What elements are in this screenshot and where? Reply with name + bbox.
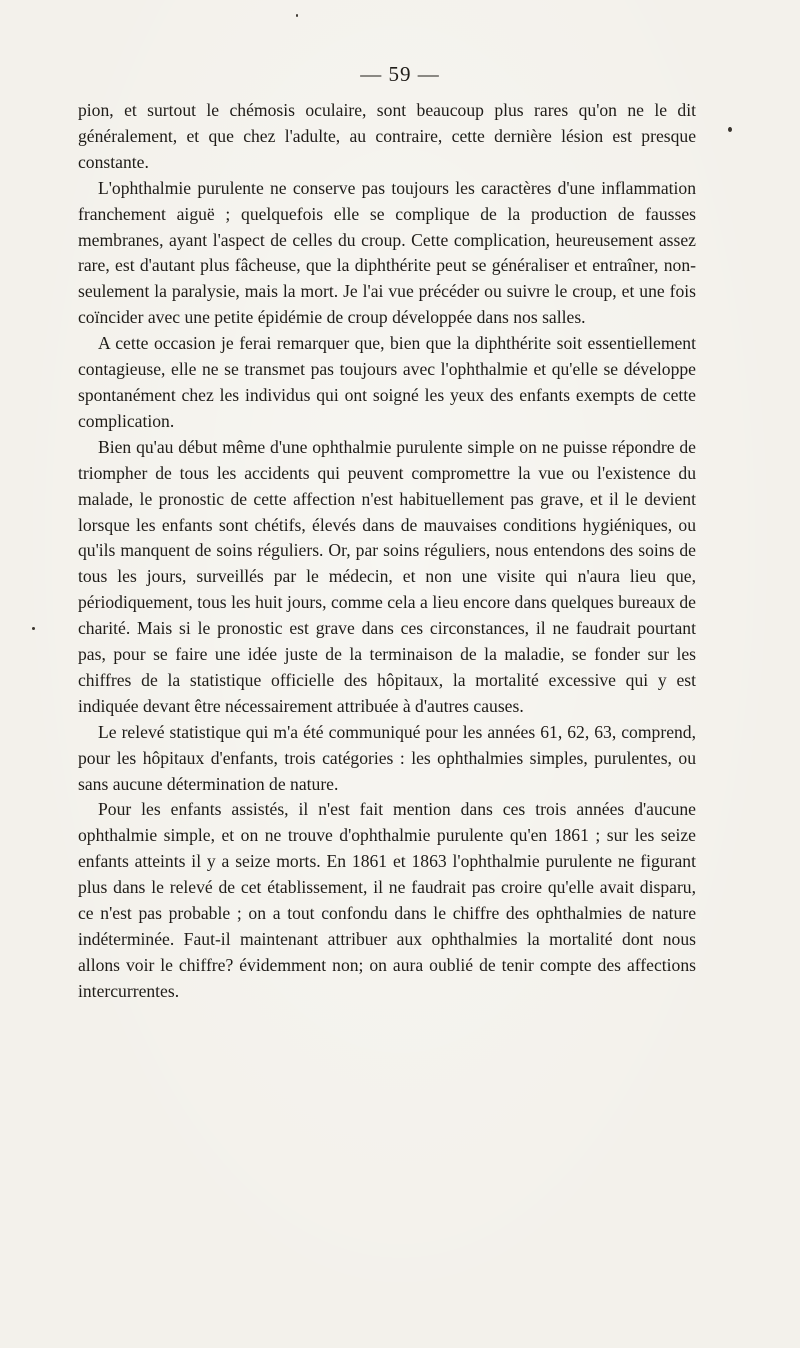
- paragraph-3: A cette occasion je ferai remarquer que, bien que la diphthérite soit essentiellement contagieuse, elle ne se transmet pas toujours avec l'ophthalmie et qu'elle se développe spontanément chez les individus qui ont soigné les yeux des enfants exempts de cette complication.: [78, 333, 696, 431]
- page-number: — 59 —: [360, 62, 440, 86]
- paragraph-6: Pour les enfants assistés, il n'est fait mention dans ces trois années d'aucune ophthalmie simple, et on ne trouve d'ophthalmie purulente qu'en 1861 ; sur les seize enfants atteints il y a seize morts. En 1861 et 1863 l'ophthalmie purulente ne figurant plus dans le relevé de cet établissement, il ne faudrait pas croire qu'elle avait disparu, ce n'est pas probable ; on a tout confondu dans le chiffre des ophthalmies de nature indéterminée. Faut-il maintenant attribuer aux ophthalmies la mortalité dont nous allons voir le chiffre? évidemment non; on aura oublié de tenir compte des affections intercurrentes.: [78, 799, 696, 1001]
- body-text: [78, 98, 696, 1005]
- ink-speck: [728, 127, 732, 132]
- ink-speck: [32, 627, 35, 630]
- paragraph-4: Bien qu'au début même d'une ophthalmie purulente simple on ne puisse répondre de triompher de tous les accidents qui peuvent compromettre la vue ou l'existence du malade, le pronostic de cette affection n'est habituellement pas grave, et il le devient lorsque les enfants sont chétifs, élevés dans de mauvaises conditions hygiéniques, ou qu'ils manquent de soins réguliers. Or, par soins réguliers, nous entendons des soins de tous les jours, surveillés par le médecin, et non une visite qui n'aura lieu que, périodiquement, tous les huit jours, comme cela a lieu encore dans quelques bureaux de charité. Mais si le pronostic est grave dans ces circonstances, il ne faudrait pourtant pas, pour se faire une idée juste de la terminaison de la maladie, se fonder sur les chiffres de la statistique officielle des hôpitaux, la mortalité excessive qui y est indiquée devant être nécessairement attribuée à d'autres causes.: [78, 436, 696, 716]
- paragraph-1: pion, et surtout le chémosis oculaire, sont beaucoup plus rares qu'on ne le dit généralement, et que chez l'adulte, au contraire, cette dernière lésion est presque constante.: [78, 100, 696, 172]
- paragraph-5: Le relevé statistique qui m'a été communiqué pour les années 61, 62, 63, comprend, pour les hôpitaux d'enfants, trois catégories : les ophthalmies simples, purulentes, ou sans aucune détermination de nature.: [78, 721, 696, 794]
- paragraph-2: L'ophthalmie purulente ne conserve pas toujours les caractères d'une inflammation franchement aiguë ; quelquefois elle se complique de la production de fausses membranes, ayant l'aspect de celles du croup. Cette complication, heureusement assez rare, est d'autant plus fâcheuse, que la diphthérite peut se généraliser et entraîner, non-seulement la paralysie, mais la mort. Je l'ai vue précéder ou suivre le croup, et une fois coïncider avec une petite épidémie de croup développée dans nos salles.: [78, 177, 696, 328]
- ink-speck: [296, 14, 298, 17]
